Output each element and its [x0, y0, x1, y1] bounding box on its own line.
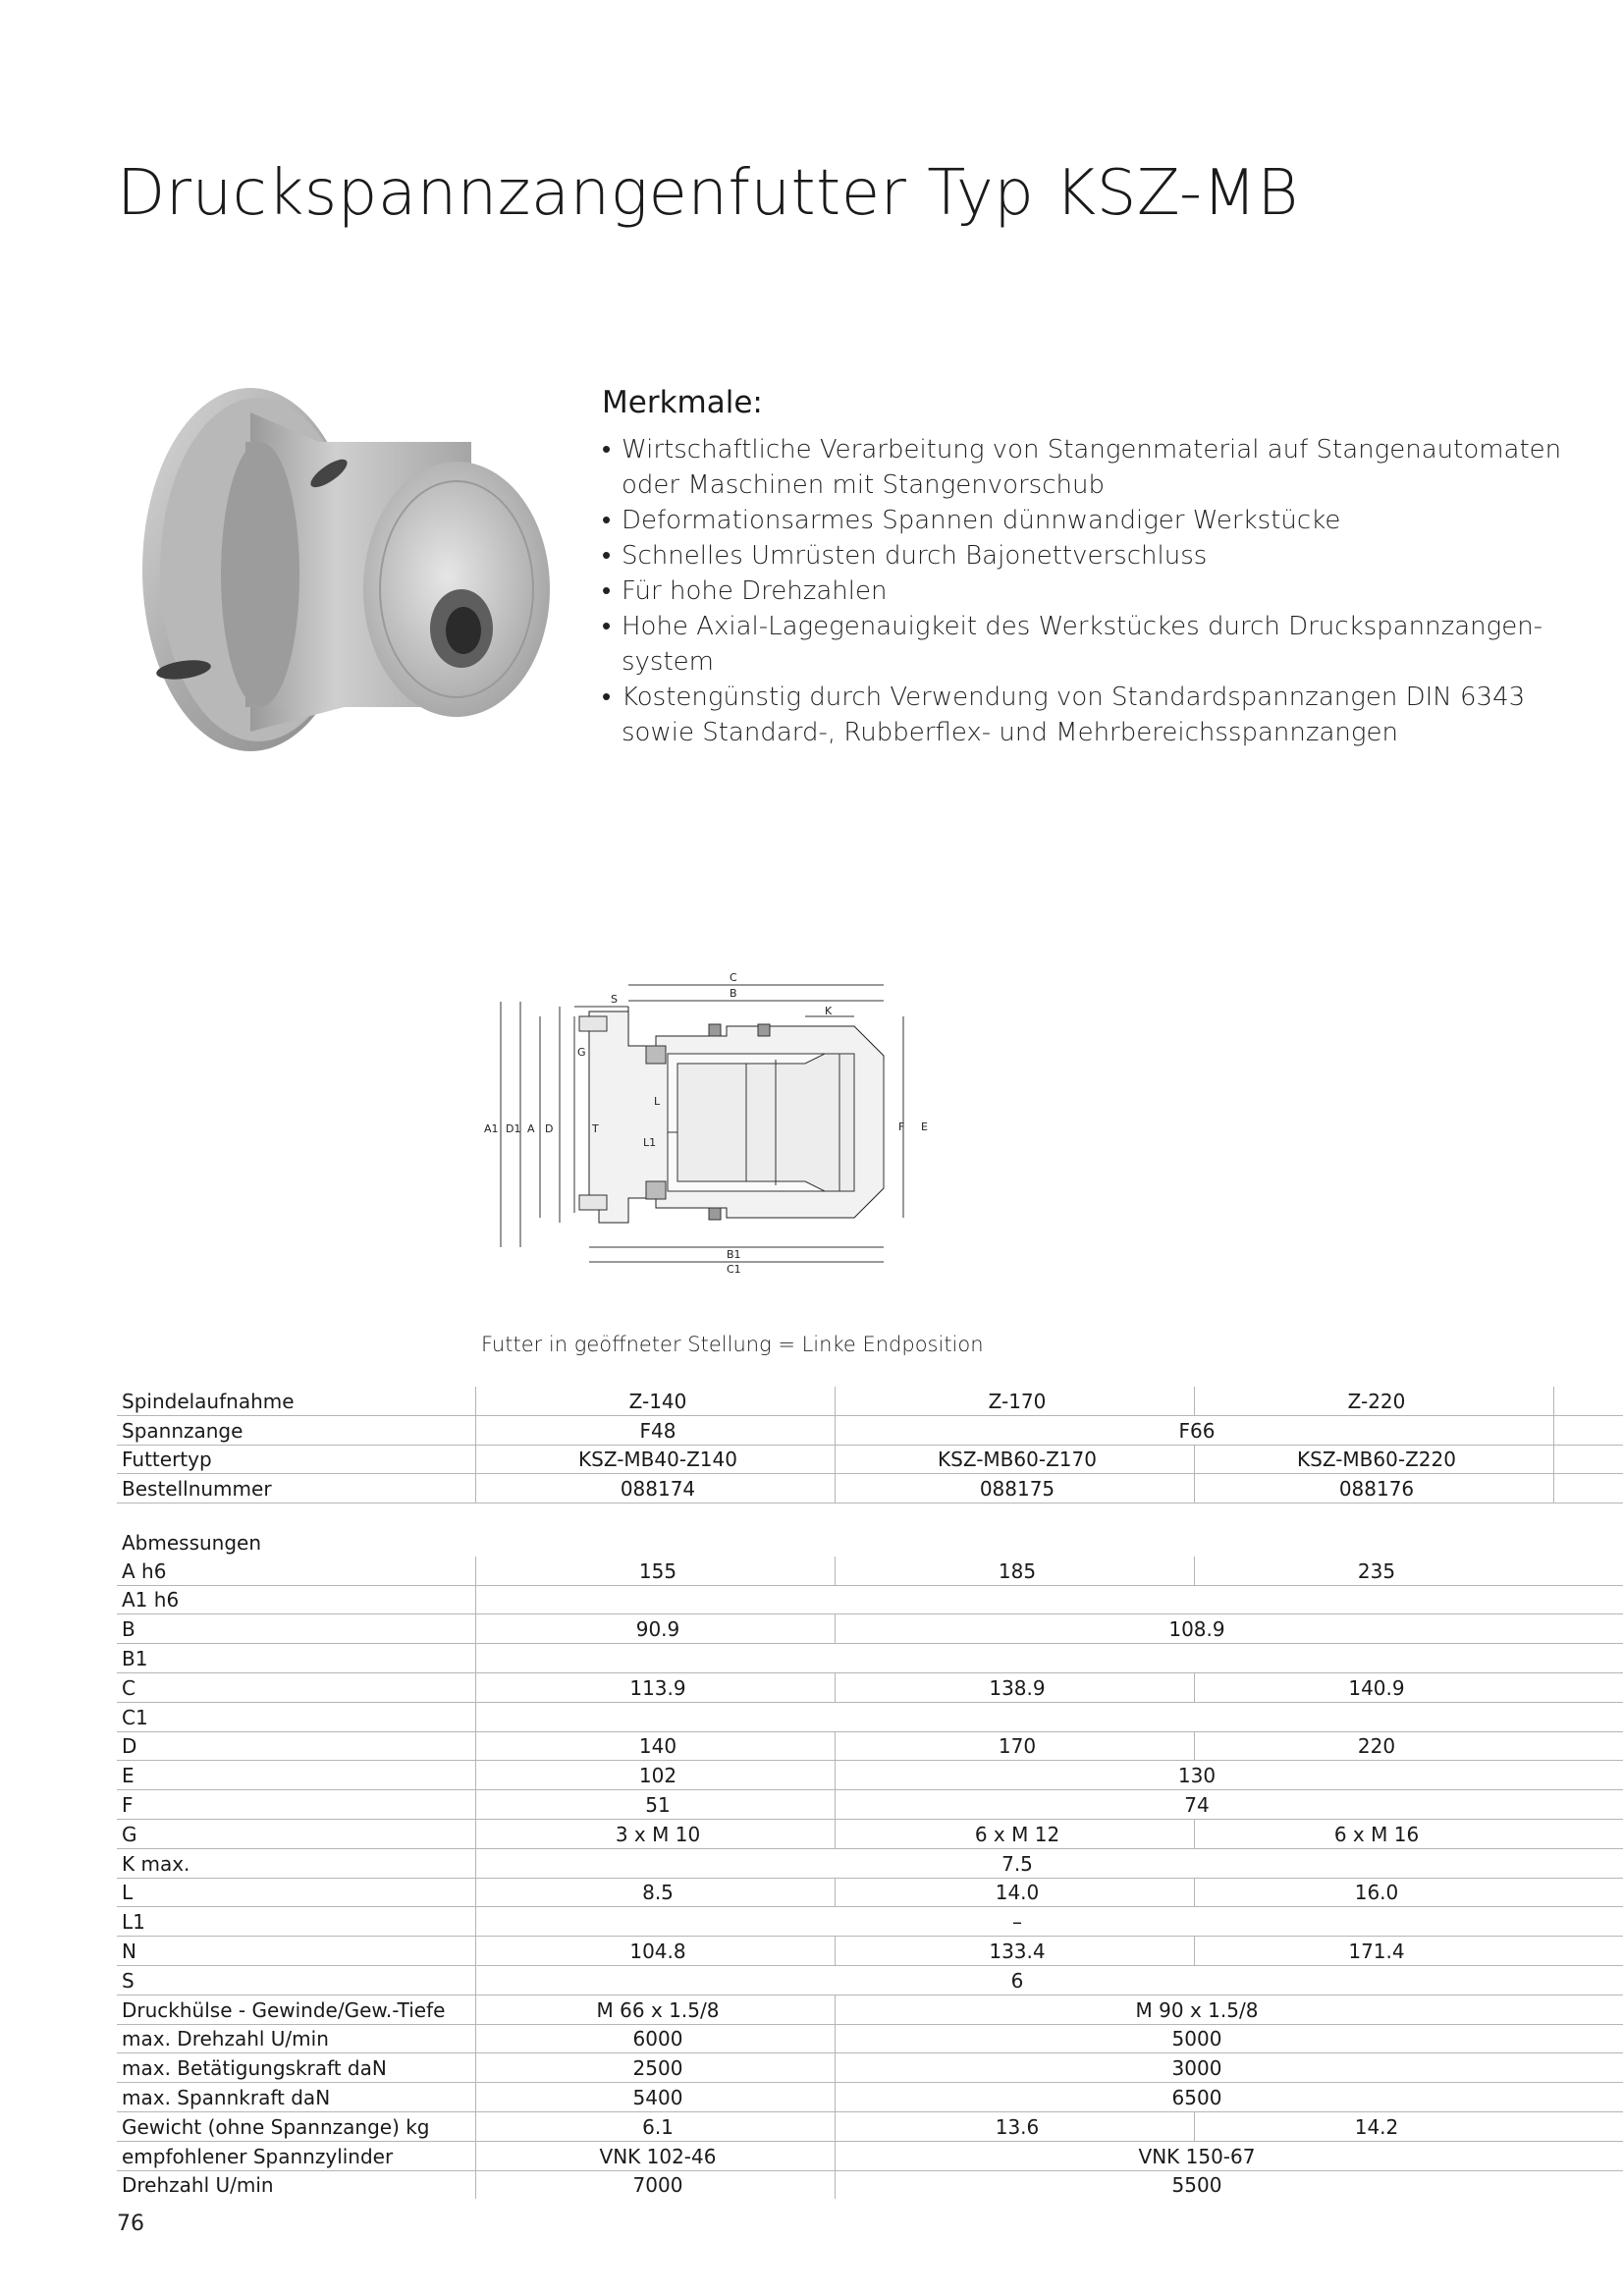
- cell-z220: 220: [1195, 1731, 1554, 1761]
- feature-item: • Wirtschaftliche Verarbeitung von Stangenmaterial auf Stangenautomaten oder Maschinen mit Stangenvorschub: [602, 432, 1584, 503]
- table-row: [117, 2170, 1623, 2199]
- section-title: Abmessungen: [122, 1530, 262, 1555]
- cell-z170: 13.6: [836, 2111, 1195, 2141]
- cell-z140: 155: [476, 1557, 836, 1585]
- table-row: [117, 1474, 1623, 1503]
- table-row: [117, 1585, 1623, 1614]
- row-label: C: [117, 1672, 476, 1702]
- features-list: [602, 432, 1584, 750]
- row-label: L: [117, 1878, 476, 1907]
- cell-all: –: [476, 1907, 1554, 1937]
- cell-z140: 088174: [476, 1474, 836, 1503]
- table-row: [117, 1937, 1623, 1966]
- feature-item: • Hohe Axial-Lagegenauigkeit des Werkstückes durch Druckspannzangen-system: [602, 609, 1584, 680]
- table-row: [117, 1702, 1623, 1731]
- row-label: max. Drehzahl U/min: [117, 2024, 476, 2053]
- table-row: [117, 1644, 1623, 1673]
- dim-label-l: L: [654, 1095, 661, 1108]
- row-label: Gewicht (ohne Spannzange) kg: [117, 2111, 476, 2141]
- cell-z140: Z-140: [476, 1387, 836, 1415]
- cell-z140: 113.9: [476, 1672, 836, 1702]
- table-row: [117, 1790, 1623, 1820]
- row-label: E: [117, 1761, 476, 1790]
- cell-z170-z220: 6500: [836, 2083, 1554, 2112]
- cell-z140: 140: [476, 1731, 836, 1761]
- spec-table-dimensions: [117, 1528, 1623, 2199]
- row-label: K max.: [117, 1848, 476, 1878]
- row-label: Futtertyp: [117, 1445, 476, 1474]
- cell-all: [476, 1644, 1554, 1673]
- row-label: Drehzahl U/min: [122, 2173, 274, 2198]
- table-row: [117, 1995, 1623, 2024]
- cell-all: 7.5: [476, 1848, 1554, 1878]
- row-label: S: [117, 1965, 476, 1995]
- cell-z220: Z-220: [1195, 1387, 1554, 1415]
- cell-z170: Z-170: [836, 1387, 1195, 1415]
- dim-label-e: E: [921, 1121, 928, 1133]
- cell-z140: M 66 x 1.5/8: [476, 1995, 836, 2024]
- table-row: [117, 2141, 1623, 2170]
- cell-z140: F48: [476, 1415, 836, 1445]
- table-row: [117, 1557, 1623, 1585]
- cell-z170-z220: 3000: [836, 2053, 1554, 2083]
- row-label: A1 h6: [117, 1585, 476, 1614]
- dim-label-l1: L1: [643, 1136, 657, 1149]
- row-label: empfohlener Spannzylinder: [117, 2141, 476, 2170]
- features-block: [602, 385, 1584, 750]
- dim-label-s: S: [611, 993, 618, 1006]
- table-row: [117, 1819, 1623, 1848]
- cell-z220: 088176: [1195, 1474, 1554, 1503]
- row-label: max. Betätigungskraft daN: [117, 2053, 476, 2083]
- table-row: [117, 1761, 1623, 1790]
- cell-z140: 6000: [476, 2024, 836, 2053]
- row-label: A h6: [117, 1557, 476, 1585]
- table-row: [117, 1672, 1623, 1702]
- row-label: G: [117, 1819, 476, 1848]
- cell-z220: 6 x M 16: [1195, 1819, 1554, 1848]
- row-label: C1: [117, 1702, 476, 1731]
- page-title: Druckspannzangenfutter Typ KSZ-MB: [117, 157, 1299, 230]
- drawing-caption: Futter in geöffneter Stellung = Linke Endposition: [481, 1333, 984, 1356]
- feature-item: • Schnelles Umrüsten durch Bajonettverschluss: [602, 538, 1584, 574]
- cell-z170: 14.0: [836, 1878, 1195, 1907]
- cell-z140: 51: [476, 1790, 836, 1820]
- spec-table-identification: [117, 1387, 1623, 1503]
- row-label: Druckhülse - Gewinde/Gew.-Tiefe: [117, 1995, 476, 2024]
- row-label: B: [117, 1614, 476, 1644]
- row-label: L1: [117, 1907, 476, 1937]
- cell-z140: 6.1: [476, 2111, 836, 2141]
- table-row: [117, 1614, 1623, 1644]
- cell-all: 6: [476, 1965, 1554, 1995]
- table-row: [117, 1445, 1623, 1474]
- cell-z140: 3 x M 10: [476, 1819, 836, 1848]
- row-label: Spannzange: [117, 1415, 476, 1445]
- cell-z170-z220: 5000: [836, 2024, 1554, 2053]
- table-row: [117, 1878, 1623, 1907]
- cell-z170: 185: [836, 1557, 1195, 1585]
- dim-label-k: K: [825, 1005, 833, 1017]
- cell-all: [476, 1585, 1554, 1614]
- cell-z140: VNK 102-46: [476, 2141, 836, 2170]
- feature-item: • Für hohe Drehzahlen: [602, 574, 1584, 609]
- product-photo: [133, 383, 565, 776]
- cell-z220: 16.0: [1195, 1878, 1554, 1907]
- table-row: [117, 1387, 1623, 1415]
- cell-z170-z220: 130: [836, 1761, 1554, 1790]
- dim-label-c1: C1: [727, 1263, 741, 1276]
- dim-label-a: A: [527, 1122, 535, 1135]
- cell-z140: 5400: [476, 2083, 836, 2112]
- row-label: F: [117, 1790, 476, 1820]
- dim-label-d: D: [545, 1122, 554, 1135]
- dim-label-a1: A1: [484, 1122, 499, 1135]
- cell-z220: KSZ-MB60-Z220: [1195, 1445, 1554, 1474]
- cell-z140: 7000: [476, 2170, 836, 2199]
- row-label: max. Spannkraft daN: [117, 2083, 476, 2112]
- cell-z170-z220: VNK 150-67: [836, 2141, 1554, 2170]
- table-row: [117, 1848, 1623, 1878]
- dim-label-c: C: [730, 971, 737, 984]
- row-label: B1: [117, 1644, 476, 1673]
- dim-label-b: B: [730, 987, 737, 1000]
- dim-label-g: G: [577, 1046, 586, 1059]
- cell-z140: 102: [476, 1761, 836, 1790]
- cell-z170: 170: [836, 1731, 1195, 1761]
- cell-z220: 140.9: [1195, 1672, 1554, 1702]
- cell-all: [476, 1702, 1554, 1731]
- row-label: Spindelaufnahme: [117, 1387, 476, 1415]
- cell-z170-z220: 108.9: [836, 1614, 1554, 1644]
- row-label: D: [117, 1731, 476, 1761]
- row-label: Bestellnummer: [117, 1474, 476, 1503]
- table-row: [117, 2083, 1623, 2112]
- cell-z140: 8.5: [476, 1878, 836, 1907]
- cell-z170-z220: 5500: [836, 2170, 1554, 2199]
- cell-z170: 133.4: [836, 1937, 1195, 1966]
- table-row: [117, 2053, 1623, 2083]
- technical-drawing: [481, 967, 952, 1326]
- dim-label-b1: B1: [727, 1248, 741, 1261]
- dim-label-f: F: [898, 1121, 905, 1133]
- table-row: [117, 1965, 1623, 1995]
- cell-z170-z220: M 90 x 1.5/8: [836, 1995, 1554, 2024]
- cell-z140: 104.8: [476, 1937, 836, 1966]
- cell-z170-z220: F66: [836, 1415, 1554, 1445]
- features-heading: Merkmale:: [602, 385, 763, 420]
- table-row: [117, 1731, 1623, 1761]
- cell-z170: 088175: [836, 1474, 1195, 1503]
- table-row: [117, 2024, 1623, 2053]
- cell-z140: 90.9: [476, 1614, 836, 1644]
- table-row: [117, 1415, 1623, 1445]
- row-label: N: [117, 1937, 476, 1966]
- feature-item: • Deformationsarmes Spannen dünnwandiger Werkstücke: [602, 503, 1584, 538]
- table-row: [117, 2111, 1623, 2141]
- cell-z170: 6 x M 12: [836, 1819, 1195, 1848]
- cell-z170-z220: 74: [836, 1790, 1554, 1820]
- cell-z170: KSZ-MB60-Z170: [836, 1445, 1195, 1474]
- dim-label-t: T: [592, 1122, 599, 1135]
- cell-z140: 2500: [476, 2053, 836, 2083]
- dim-label-d1: D1: [506, 1122, 521, 1135]
- cell-z220: 235: [1195, 1557, 1554, 1585]
- table-row: [117, 1907, 1623, 1937]
- page-number: 76: [117, 2212, 144, 2236]
- feature-item: • Kostengünstig durch Verwendung von Standardspannzangen DIN 6343 sowie Standard-, Rubberflex- und Mehrbereichsspannzangen: [602, 680, 1584, 750]
- cell-z140: KSZ-MB40-Z140: [476, 1445, 836, 1474]
- table-section-header: [117, 1528, 1623, 1557]
- cell-z220: 171.4: [1195, 1937, 1554, 1966]
- cell-z170: 138.9: [836, 1672, 1195, 1702]
- cell-z220: 14.2: [1195, 2111, 1554, 2141]
